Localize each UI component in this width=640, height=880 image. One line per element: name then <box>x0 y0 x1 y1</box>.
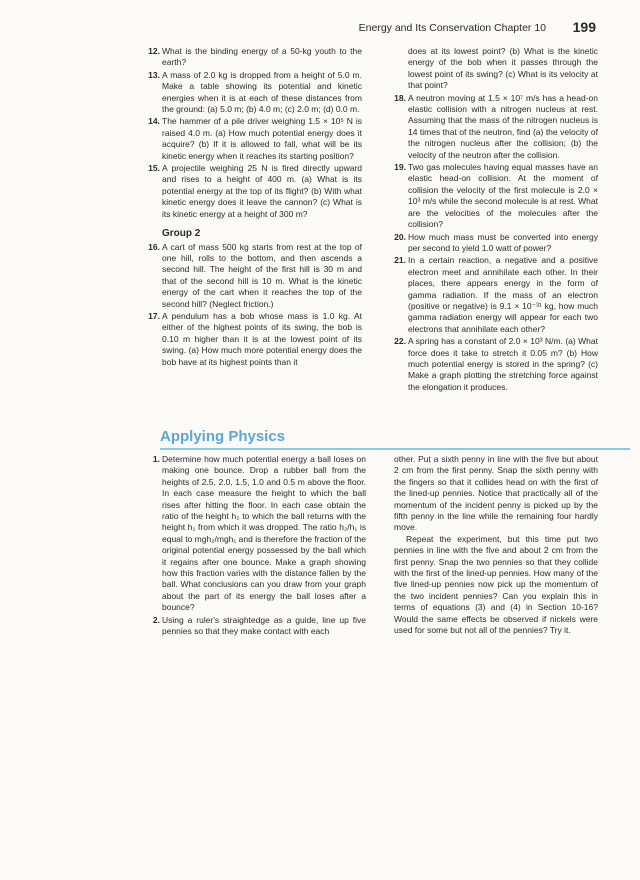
problem-17-continued: does at its lowest point? (b) What is the kinetic energy of the bob when it passes through the lowest point of its swing? (c) What is its velocity at that point? <box>408 46 598 91</box>
activity-2: 2. Using a ruler's straightedge as a guide, line up five pennies so that they make contact with each <box>152 614 366 637</box>
problem-20: 20. How much mass must be converted into energy per second to yield 1.0 watt of power? <box>394 231 598 253</box>
problem-13: 13. A mass of 2.0 kg is dropped from a height of 5.0 m. Make a table showing its potential and kinetic energies when it is at each of these distances from the ground: (a) 5.0 m; (b) 4.0 m; (c) 2.0 m; (d) 0.0 m. <box>148 69 362 115</box>
applying-physics-heading: Applying Physics <box>160 428 286 445</box>
problem-17: 17. A pendulum has a bob whose mass is 1.0 kg. At either of the highest points of its swing, the bob is 0.10 m higher than it is at the lowest point of its swing. (a) How much more potential energy does the bob have at its highest points than it <box>148 310 362 367</box>
problem-22: 22. A spring has a constant of 2.0 × 10³ N/m. (a) What force does it take to stretch it 0.05 m? (b) How much potential energy is stored in the spring? (c) Make a graph plotting the stretching force against the elongation it produces. <box>394 336 598 392</box>
section-divider <box>160 448 630 450</box>
problem-12: 12. What is the binding energy of a 50-kg youth to the earth? <box>148 46 362 68</box>
activity-2-continued: other. Put a sixth penny in line with the five but about 2 cm from the first penny. Snap the sixth penny with the fingers so that it collides head on with the first of the lined-up pennies. Notice that practically all of the momentum of the incident penny is picked up by the fifth penny in the line while the remaining four hardly move. <box>394 454 598 533</box>
chapter-title: Energy and Its Conservation Chapter 10 <box>358 22 546 34</box>
activity-1: 1. Determine how much potential energy a ball loses on making one bounce. Drop a rubber ball from the heights of 2.5, 2.0, 1.5, 1.0 and 0.5 m above the floor. In each case measure the height to which the ball rises after hitting the floor. In each case obtain the ratio of the height h₂ to which the ball returns with the height h₁ from which it was dropped. The ratio h₂/h₁ is equal to mgh₂/mgh₁ and is therefore the fraction of the original potential energy possessed by the ball which it regains after one bounce. Make a graph showing how this fraction varies with the distance fallen by the ball. What conclusions can you draw from your graph about the part of its energy the ball loses after a bounce? <box>152 454 366 613</box>
applying-left-column <box>142 454 366 639</box>
problem-18: 18. A neutron moving at 1.5 × 10⁷ m/s has a head-on elastic collision with a nitrogen nucleus at rest. Assuming that the mass of the nitrogen nucleus is 14 times that of the neutron, find (a) the velocity of the nitrogen nucleus after the collision; (b) the velocity of the neutron after the collision. <box>394 92 598 160</box>
group-heading: Group 2 <box>162 228 201 240</box>
activity-2-repeat: Repeat the experiment, but this time put two pennies in line with the five and about 2 cm from the first penny. Snap the two pennies so that they collide with the first of the lined-up pennies. How many of the five lined-up pennies now pick up the momentum of the two incident pennies? Can you explain this in terms of equations (3) and (4) in Section 10-16? Would the same effects be observed if nickels were used for some but not all of the pennies? Try it. <box>394 533 598 636</box>
page-number: 199 <box>572 19 596 35</box>
problem-16: 16. A cart of mass 500 kg starts from rest at the top of one hill, rolls to the bottom, and then ascends a second hill. The height of the first hill is 30 m and that of the second hill is 10 m. What is the kinetic energy of the cart when it reaches the top of the second hill? (Neglect friction.) <box>148 241 362 309</box>
problem-19: 19. Two gas molecules having equal masses have an elastic head-on collision. At the moment of collision the velocity of the first molecule is 2.0 × 10³ m/s while the second molecule is at rest. What are the velocities of the molecules after the collision? <box>394 162 598 230</box>
problem-15: 15. A projectile weighing 25 N is fired directly upward and rises to a height of 400 m. (a) What is its potential energy at the top of its flight? (b) With what kinetic energy does it leave the cannon? (c) What is its kinetic energy at a height of 300 m? <box>148 163 362 219</box>
problems-right-column <box>388 46 598 394</box>
page-header <box>160 20 596 36</box>
problem-21: 21. In a certain reaction, a negative and a positive electron meet and annihilate each other. In their places, there appears energy in the form of gamma radiation. If the mass of an electron (positive or negative) is 9.1 × 10⁻³¹ kg, how much gamma radiation energy will appear for each two electrons that annihilate each other? <box>394 255 598 334</box>
problems-left-column <box>142 46 362 369</box>
applying-right-column <box>394 454 598 637</box>
problem-14: 14. The hammer of a pile driver weighing 1.5 × 10⁵ N is raised 4.0 m. (a) How much potential energy does it acquire? (b) If it is allowed to fall, what will be its kinetic energy when it reaches its starting position? <box>148 116 362 161</box>
